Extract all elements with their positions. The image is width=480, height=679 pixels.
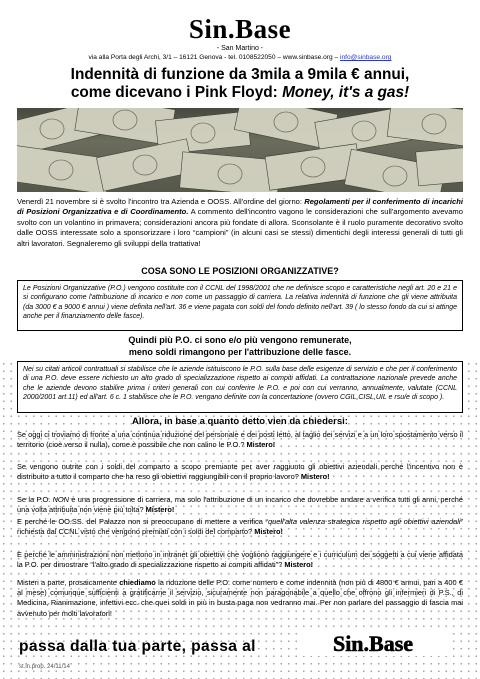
p6-text-b: la riduzione delle P.O. come numero e come indennità (non più di 4800 € annui, pari a 400 € al mese) comunque sufficienti a gratificarne il servizio, sicuramente non paragonabile a quello che offrono gli infermieri di P.S., di Medicina, Rianimazione, infettivi ecc. che quei soldi in più in busta paga non vedranno mai. Per non parlare del passaggio di fascia mai avvenuto per molti lavoratori! xyxy=(17,578,463,618)
p1-mistero: Mistero! xyxy=(246,440,276,450)
p3-italic: NON xyxy=(52,495,69,504)
p2-mistero: Mistero! xyxy=(300,472,330,482)
section-2-title-line-1: Quindi più P.O. ci sono e/o più vengono remunerate, xyxy=(128,335,352,345)
headline xyxy=(0,66,480,102)
question-paragraph-4 xyxy=(17,517,463,537)
request-paragraph xyxy=(17,578,463,619)
p5-text: E perché le amministrazioni non mettono in intranet gli obiettivi che vogliono raggiungere e i curriculum dei soggetti a cui viene affidata la P.O. per dimostrare “l'alto grado di specializzazione rispetto ai compiti affidati”? xyxy=(17,550,463,570)
address-line-2 xyxy=(0,54,480,61)
footer-slogan: passa dalla tua parte, passa al xyxy=(19,638,256,655)
logo-text: Sin.Base xyxy=(332,632,414,656)
email-link[interactable]: info@sinbase.org xyxy=(340,54,392,61)
headline-line-2-plain: come dicevano i Pink Floyd: xyxy=(70,84,278,101)
section-2-box: Nei su citati articoli contrattuali si stabilisce che le aziende istituiscono le P.O. sulla base delle esigenze di servizio e che per il conferimento di una P.O. deve essere richiesto un alto grado di specializzazione rispetto ai compiti affidati. La contrattazione nazionale prevede anche che le aziende devono stabilire prima i criteri generali con cui conferire le P.O. e poi con cui verranno, annualmente, valutate (CCNL 2000/2001 art.11) ed all'art. 6 c. 1 stabilisce che le P.O. vengano definite con la concertazione (ovvero CGIL,CISL,UIL e rsu/e di scopo ). xyxy=(17,361,463,413)
p4-italic: quell'alta valenza strategica rispetto agli obiettivi aziendali xyxy=(267,517,461,526)
money-banner-image xyxy=(17,108,463,192)
p6-text-a: Misteri a parte, prosaicamente xyxy=(17,578,117,587)
p4-text-b: ” richiesta dal CCNL visto che vengono premiati con i soldi del comparto? xyxy=(17,517,463,537)
section-1-box: Le Posizioni Organizzative (P.O.) vengono costituite con il CCNL del 1998/2001 che ne definisce scopo e caratteristiche negli art. 20 e 21 e si configurano come l'attribuzione di incarico e non come un passaggio di carriera. La relativa indennità di funzione che gli viene attribuita (da 3000 € a 9000 € annui ) viene definita nell'art. 36 e viene pagata con soldi del fondo definito nell'art. 39 ( lo stesso fondo da cui si attinge anche per il finanziamento delle fasce). xyxy=(17,280,463,331)
intro-bold: Regolamenti per il conferimento di incarichi di Posizioni Organizzativa e di Coordinamento. xyxy=(17,197,463,217)
sinbase-logo xyxy=(298,632,448,656)
intro-paragraph xyxy=(17,197,463,249)
brand-title: Sin.Base xyxy=(188,14,292,44)
address-main: via alla Porta degli Archi, 3/1 – 16121 Genova - tel. 0108522050 – www.sinbase.org – xyxy=(88,54,339,61)
p5-mistero: Mistero! xyxy=(284,560,314,570)
print-stamp: st.in.prop. 24/11/14 xyxy=(19,664,70,670)
section-1-title: COSA SONO LE POSIZIONI ORGANIZZATIVE? xyxy=(141,266,339,276)
intro-part-1: Venerdì 21 novembre si è svolto l'incontro tra Azienda e OOSS. All'ordine del giorno: xyxy=(17,197,302,206)
headline-line-2-italic: Money, it's a gas! xyxy=(282,84,410,101)
intro-part-2: A commento dell'incontro vagono le considerazioni che sull'argomento avevamo svolto con un volantino in primavera; considerazioni ancora più fondate di allora. Sconsolante è il ruolo puramente decorativo svolto dalle OOSS interessate solo a sponsorizzare i loro “campioni” (in alcuni casi se stessi) dimentichi degli interessi generali di tutti gli altri lavoratori. Segnaleremo gli sviluppi della trattativa! xyxy=(17,207,463,248)
p4-mistero: Mistero! xyxy=(254,527,283,537)
section-2-title-line-2: meno soldi rimangono per l'attribuzione delle fasce. xyxy=(128,347,352,357)
question-paragraph-3 xyxy=(17,495,463,515)
p2-text: Se vengono nutrite con i soldi del comparto a scopo premiante per aver raggiunto gli obiettivi aziendali perché l'incentivo non è distribuito a tutto il comparto che ha reso gli obiettivi raggiungibili con il proprio lavoro? xyxy=(17,462,463,482)
p3-mistero: Mistero! xyxy=(145,505,175,515)
headline-line-2 xyxy=(0,84,480,102)
p4-text-a: E perché le OO.SS. del Palazzo non si preoccupano di mettere a verifica “ xyxy=(17,517,268,526)
p6-bold: chiediamo xyxy=(119,578,156,587)
question-paragraph-1 xyxy=(17,430,463,450)
address-line-1: - San Martino - xyxy=(216,45,264,52)
p1-text: Se oggi ci troviamo di fronte a una continua riduzione del personale e dei posti letto, al taglio dei servizi e a un loro spostamento verso il territorio (cioè verso il nulla), come è possibile che non calino le P.O.? xyxy=(17,430,463,450)
section-3-title: Allora, in base a quanto detto vien da chiedersi: xyxy=(132,416,348,427)
headline-line-1: Indennità di funzione da 3mila a 9mila € annui, xyxy=(70,66,410,83)
section-2-title xyxy=(0,334,480,358)
p3-text-b: è una progressione di carriera, ma solo l'attribuzione di un incarico che dovrebbe andare a verifica tutti gli anni, perché una volta attribuita non viene più tolta? xyxy=(17,495,463,515)
question-paragraph-2 xyxy=(17,462,463,482)
question-paragraph-5 xyxy=(17,550,463,570)
p3-text-a: Se la P.O. xyxy=(17,495,51,504)
